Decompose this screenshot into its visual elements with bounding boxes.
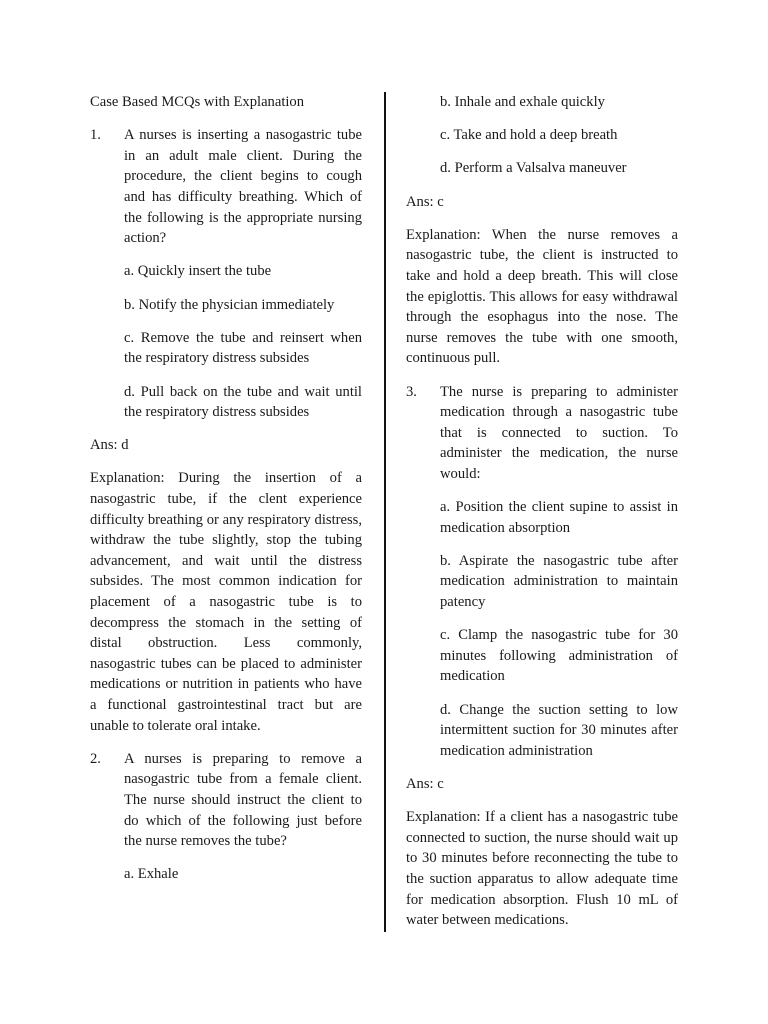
- option-a: a. Exhale: [124, 866, 179, 883]
- question-2: [90, 749, 362, 852]
- option-a: a. Quickly insert the tube: [124, 263, 272, 280]
- option-c: c. Clamp the nasogastric tube for 30 minutes following administration of medication: [440, 627, 678, 685]
- option-d: d. Pull back on the tube and wait until the respiratory distress subsides: [124, 383, 362, 421]
- question-number: 1.: [90, 127, 101, 144]
- option-d: d. Perform a Valsalva maneuver: [440, 160, 627, 177]
- option-b: b. Aspirate the nasogastric tube after medication administration to maintain patency: [440, 552, 678, 611]
- question-text: The nurse is preparing to administer medication through a nasogastric tube that is connected to suction. To administer the medication, the nurse would:: [440, 383, 678, 482]
- explanation: Explanation: During the insertion of a nasogastric tube, if the clent experience difficulty breathing or any respiratory distress, withdraw the tube slightly, stop the tubing advancement, and wait until the distress subsides. The most common indication for placement of a nasogastric tube is to decompress the stomach in the setting of distal obstruction. Less commonly, nasogastric tubes can be placed to administer medications or nutrition in patients who have a functional gastrointestinal tract but are unable to tolerate oral intake.: [90, 470, 362, 734]
- question-3: [406, 382, 678, 485]
- explanation: Explanation: If a client has a nasogastric tube connected to suction, the nurse should wait up to 30 minutes before reconnecting the tube to the suction apparatus to allow adequate time for medication absorption. Flush 10 mL of water between medications.: [406, 809, 678, 929]
- left-column: [90, 92, 362, 898]
- answer: Ans: c: [406, 775, 444, 792]
- document-title: Case Based MCQs with Explanation: [90, 94, 305, 110]
- answer: Ans: c: [406, 193, 444, 210]
- option-b: b. Notify the physician immediately: [124, 296, 335, 313]
- answer: Ans: d: [90, 437, 129, 454]
- explanation: Explanation: When the nurse removes a nasogastric tube, the client is instructed to take and hold a deep breath. This will close the epiglottis. This allows for easy withdrawal through the esophagus into the nose. The nurse removes the tube with one smooth, continuous pull.: [406, 226, 678, 367]
- option-d: d. Change the suction setting to low intermittent suction for 30 minutes after medication administration: [440, 701, 678, 759]
- option-c: c. Remove the tube and reinsert when the respiratory distress subsides: [124, 329, 362, 367]
- question-text: A nurses is preparing to remove a nasogastric tube from a female client. The nurse should instruct the client to do which of the following just before the nurse removes the tube?: [124, 750, 362, 850]
- option-b: b. Inhale and exhale quickly: [440, 94, 605, 110]
- option-a: a. Position the client supine to assist in medication absorption: [440, 499, 678, 536]
- option-c: c. Take and hold a deep breath: [440, 127, 618, 144]
- question-text: A nurses is inserting a nasogastric tube in an adult male client. During the procedure, the client begins to cough and has difficulty breathing. Which of the following is the appropriate nursing action?: [124, 127, 362, 247]
- question-1: [90, 125, 362, 249]
- question-number: 3.: [406, 383, 417, 400]
- right-column: [406, 92, 678, 943]
- column-divider: [384, 92, 386, 932]
- question-number: 2.: [90, 750, 101, 767]
